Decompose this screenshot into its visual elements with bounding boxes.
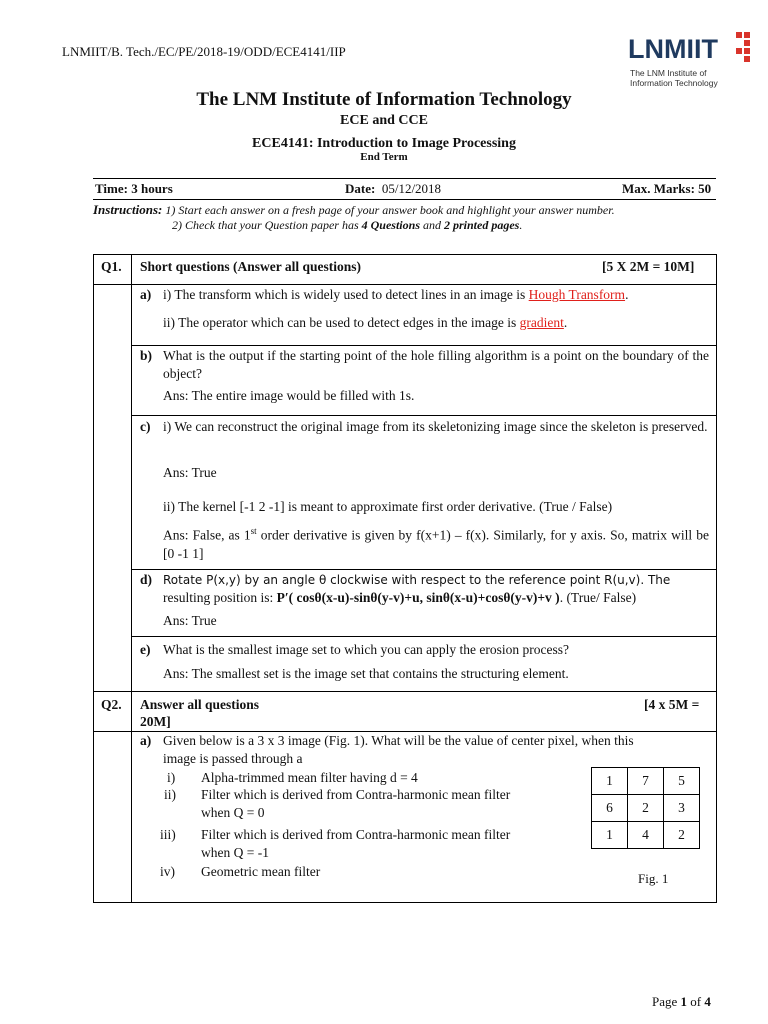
row-line — [131, 415, 717, 416]
matrix-cell: 2 — [628, 795, 664, 822]
logo-wordmark: LNMIIT — [628, 34, 718, 64]
q1-title: Short questions (Answer all questions) — [140, 259, 362, 274]
q1c-part1-question: i) We can reconstruct the original image from its skeletonizing image since the skeleton is preserved. — [163, 419, 708, 434]
q2a-item-text: Filter which is derived from Contra-harmonic mean filter — [201, 827, 511, 842]
q1a-part1: i) The transform which is widely used to detect lines in an image is Hough Transform. — [163, 287, 629, 302]
q2a-item-text: Alpha-trimmed mean filter having d = 4 — [201, 770, 418, 785]
row-line — [131, 345, 717, 346]
q1d-label: d) — [140, 572, 153, 587]
q1a-answer-2: gradient — [519, 315, 564, 330]
q2a-label: a) — [140, 733, 152, 748]
divider-bottom — [93, 199, 716, 200]
q2a-item-number: iv) — [160, 864, 175, 879]
q1b-answer: Ans: The entire image would be filled with 1s. — [163, 388, 415, 403]
q2-number: Q2. — [101, 697, 122, 712]
matrix-cell: 5 — [664, 768, 700, 795]
q1b-label: b) — [140, 348, 153, 363]
q2a-item-text: Filter which is derived from Contra-harmonic mean filter — [201, 787, 511, 802]
row-line — [93, 284, 717, 285]
matrix-cell: 1 — [592, 768, 628, 795]
q1c-part2-question: ii) The kernel [-1 2 -1] is meant to approximate first order derivative. (True / False) — [163, 499, 613, 514]
department: ECE and CCE — [340, 113, 428, 128]
instructions — [93, 202, 615, 233]
q2a-item-text-cont: when Q = -1 — [201, 845, 269, 860]
matrix-cell: 7 — [628, 768, 664, 795]
q1a-answer-1: Hough Transform — [528, 287, 626, 302]
matrix-cell: 4 — [628, 822, 664, 849]
matrix-cell: 6 — [592, 795, 628, 822]
institute-name: The LNM Institute of Information Technology — [196, 89, 572, 110]
q2a-question-line1: Given below is a 3 x 3 image (Fig. 1). What will be the value of center pixel, when this — [163, 733, 634, 748]
q1-number: Q1. — [101, 259, 122, 274]
fig1-image-matrix — [591, 767, 700, 849]
matrix-row — [592, 795, 700, 822]
q1c-part1-answer: Ans: True — [163, 465, 217, 480]
q1c-part2-answer: Ans: False, as 1st order derivative is given by f(x+1) – f(x). Similarly, for y axis. So, matrix will be [0 -1 1] — [163, 526, 709, 561]
fig1-caption: Fig. 1 — [638, 871, 669, 886]
q2a-item-text: Geometric mean filter — [201, 864, 321, 879]
matrix-cell: 2 — [664, 822, 700, 849]
q1d-question-line2: resulting position is: P′( cosθ(x-u)-sinθ(y-v)+u, sinθ(x-u)+cosθ(y-v)+v ). (True/ False) — [163, 590, 637, 605]
instructions-label: Instructions: — [93, 202, 163, 217]
q1d-answer: Ans: True — [163, 613, 217, 628]
q1e-label: e) — [140, 642, 151, 657]
q1c-label: c) — [140, 419, 151, 434]
logo-subtitle: The LNM Institute of Information Technology — [630, 68, 718, 88]
q2a-item-number: ii) — [164, 787, 176, 802]
max-marks: Max. Marks: 50 — [622, 181, 712, 196]
q2a-item-number: i) — [167, 770, 176, 785]
q1e-answer: Ans: The smallest set is the image set that contains the structuring element. — [163, 666, 569, 681]
instruction-1: 1) Start each answer on a fresh page of your answer book and highlight your answer number. — [165, 203, 615, 217]
q1a-part2: ii) The operator which can be used to detect edges in the image is gradient. — [163, 315, 568, 330]
instruction-2: 2) Check that your Question paper has 4 Questions and 2 printed pages. — [172, 218, 523, 232]
q2-marks-cont: 20M] — [140, 714, 171, 729]
course-title: ECE4141: Introduction to Image Processing — [252, 136, 516, 151]
matrix-row — [592, 768, 700, 795]
page-number: Page 1 of 4 — [652, 994, 711, 1009]
q1-marks: [5 X 2M = 10M] — [602, 259, 695, 274]
date-field: Date: 05/12/2018 — [345, 181, 442, 196]
row-line — [93, 691, 717, 692]
row-line — [131, 636, 717, 637]
q1a-label: a) — [140, 287, 152, 302]
matrix-row — [592, 822, 700, 849]
matrix-cell: 3 — [664, 795, 700, 822]
time-label: Time: 3 hours — [95, 181, 173, 196]
row-line — [131, 569, 717, 570]
logo-grid-icon — [736, 32, 752, 64]
q1b-question: What is the output if the starting point of the hole filling algorithm is a point on the boundary of the object? — [163, 348, 709, 381]
q2-marks: [4 x 5M = — [644, 697, 700, 712]
exam-type: End Term — [360, 151, 408, 163]
table-column-divider — [131, 254, 132, 903]
document-code: LNMIIT/B. Tech./EC/PE/2018-19/ODD/ECE4141/IIP — [62, 44, 346, 59]
date-value: 05/12/2018 — [381, 181, 442, 196]
q1e-question: What is the smallest image set to which you can apply the erosion process? — [163, 642, 570, 657]
q1d-question-line1: Rotate P(x,y) by an angle θ clockwise with respect to the reference point R(u,v). The — [163, 573, 671, 587]
q1d-expression: P′( cosθ(x-u)-sinθ(y-v)+u, sinθ(x-u)+cosθ(y-v)+v ) — [276, 590, 560, 605]
q2a-item-text-cont: when Q = 0 — [201, 805, 265, 820]
q2a-item-number: iii) — [160, 827, 176, 842]
divider-top — [93, 178, 716, 179]
q2-title: Answer all questions — [140, 697, 260, 712]
q2a-question-line2: image is passed through a — [163, 751, 303, 766]
institute-logo — [628, 30, 752, 92]
matrix-cell: 1 — [592, 822, 628, 849]
